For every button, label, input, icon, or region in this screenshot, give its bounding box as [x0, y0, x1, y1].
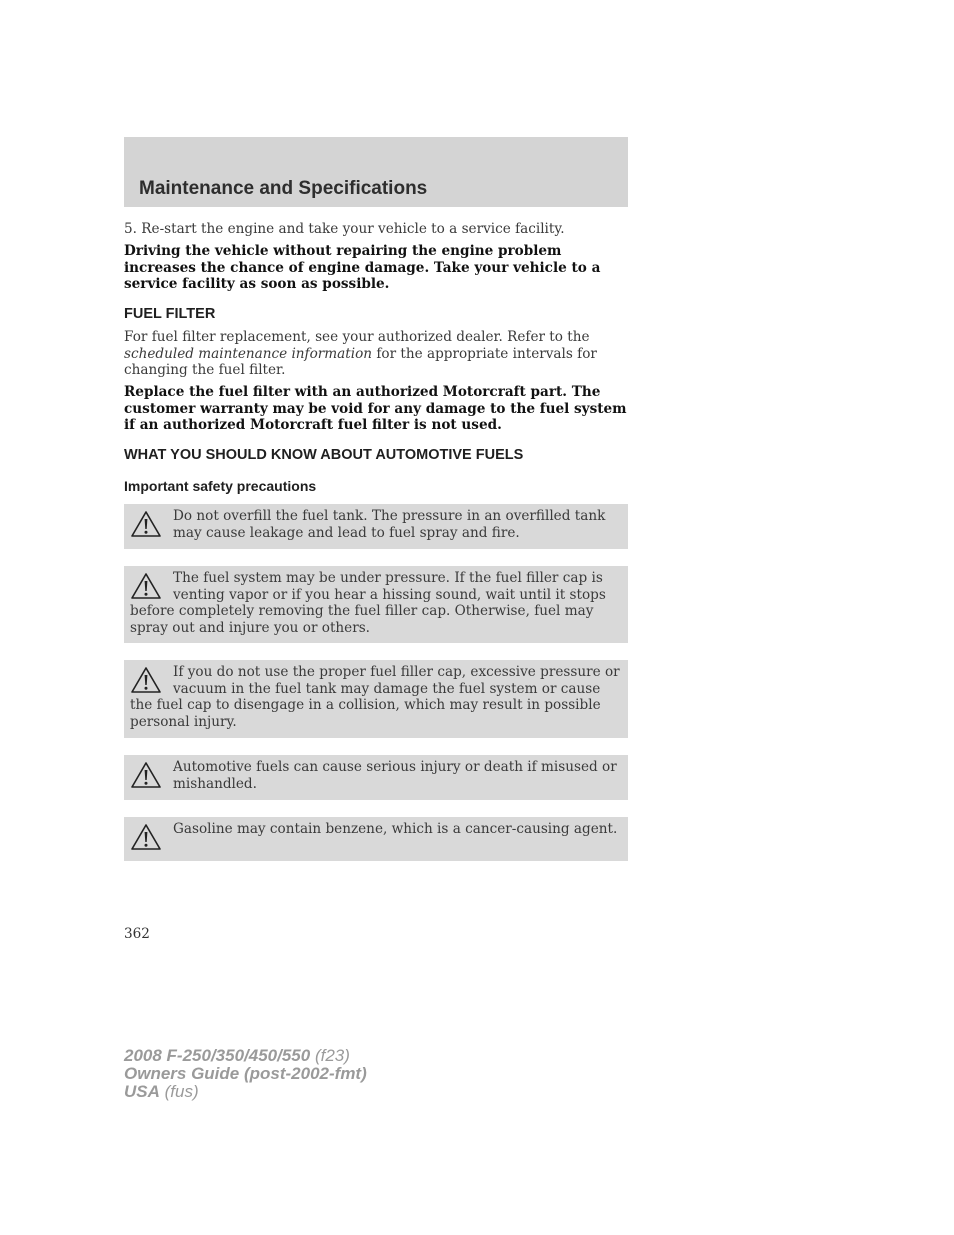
- motorcraft-note: Replace the fuel filter with an authorized Motorcraft part. The customer warranty may be void for any damage to the fuel system if an authorized Motorcraft fuel filter is not used.: [124, 384, 627, 434]
- scheduled-maintenance-reference: scheduled maintenance information: [124, 345, 373, 362]
- footer-guide: Owners Guide (post-2002-fmt): [124, 1064, 367, 1083]
- fuel-filter-paragraph: [124, 329, 630, 379]
- footer-model-line: [124, 1047, 367, 1065]
- footer-model: 2008 F-250/350/450/550: [124, 1046, 311, 1065]
- warning-text: Gasoline may contain benzene, which is a cancer-causing agent.: [173, 821, 618, 837]
- footer-model-code: (f23): [310, 1046, 350, 1065]
- automotive-fuels-heading: WHAT YOU SHOULD KNOW ABOUT AUTOMOTIVE FUELS: [124, 447, 524, 463]
- fuel-filter-text-end: for the appropriate intervals for changing the fuel filter.: [124, 345, 597, 379]
- footer-market-line: [124, 1083, 367, 1101]
- safety-precautions-subheading: Important safety precautions: [124, 478, 317, 494]
- warning-box: [124, 504, 628, 549]
- step-5-text: 5. Re-start the engine and take your vehicle to a service facility.: [124, 221, 565, 237]
- footer-guide-line: [124, 1065, 367, 1083]
- warning-text: Do not overfill the fuel tank. The pressure in an overfilled tank may cause leakage and lead to fuel spray and fire.: [173, 508, 606, 541]
- fuel-filter-heading: FUEL FILTER: [124, 306, 216, 322]
- footer-market: USA: [124, 1082, 160, 1101]
- warning-box: [124, 817, 628, 861]
- section-title: Maintenance and Specifications: [139, 178, 428, 199]
- document-footer: [124, 1047, 367, 1101]
- warning-box: [124, 755, 628, 800]
- warning-text: The fuel system may be under pressure. If the fuel filler cap is venting vapor or if you hear a hissing sound, wait until it stops before completely removing the fuel filler cap. Otherwise, fuel may spray out and injure you or others.: [130, 570, 606, 636]
- engine-warning-text: Driving the vehicle without repairing the engine problem increases the chance of engine damage. Take your vehicle to a service facility as soon as possible.: [124, 243, 601, 293]
- fuel-filter-text-start: For fuel filter replacement, see your authorized dealer. Refer to the: [124, 329, 590, 345]
- page-number: 362: [124, 926, 150, 942]
- warning-box: [124, 660, 628, 738]
- warning-text: Automotive fuels can cause serious injury or death if misused or mishandled.: [173, 759, 617, 792]
- footer-market-code: (fus): [159, 1082, 199, 1101]
- section-header: [124, 137, 628, 207]
- warning-text: If you do not use the proper fuel filler cap, excessive pressure or vacuum in the fuel tank may damage the fuel system or cause the fuel cap to disengage in a collision, which may result in possible personal injury.: [130, 664, 620, 730]
- warning-box: [124, 566, 628, 643]
